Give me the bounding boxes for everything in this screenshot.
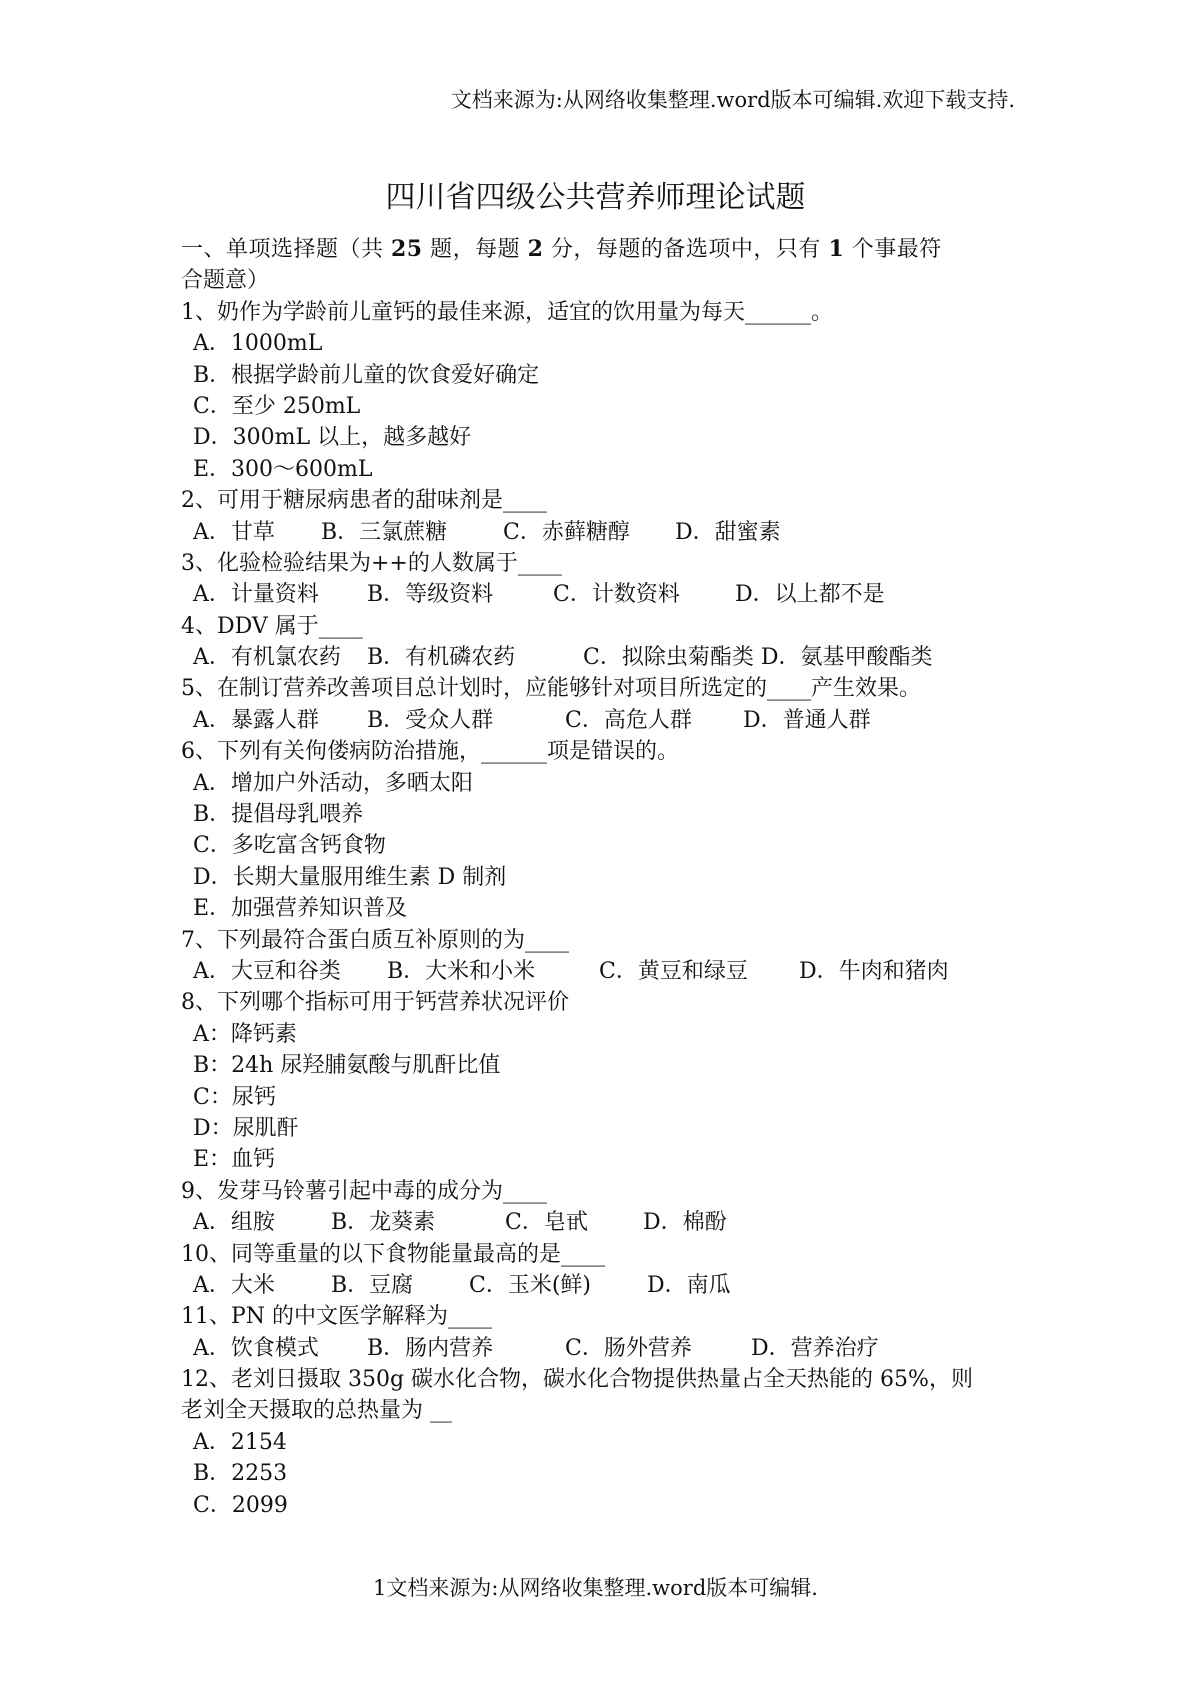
question-3-stem: 3、化验检验结果为++的人数属于____ — [181, 550, 562, 576]
header-source-note: 文档来源为:从网络收集整理.word版本可编辑.欢迎下载支持. — [450, 88, 1015, 112]
question-4-option-a: A．有机氯农药 — [193, 645, 341, 671]
question-4-option-b: B．有机磷农药 — [367, 645, 516, 671]
page-title: 四川省四级公共营养师理论试题 — [385, 180, 806, 215]
question-10-option-c: C．玉米(鲜) — [469, 1272, 591, 1298]
footer-source-note: 1文档来源为:从网络收集整理.word版本可编辑. — [373, 1576, 818, 1600]
question-9-option-a: A．组胺 — [193, 1210, 275, 1236]
question-8-option-a: A：降钙素 — [193, 1021, 297, 1047]
correct-count: 1 — [828, 236, 845, 262]
exam-content — [181, 234, 1023, 1521]
question-6-option-a: A．增加户外活动，多晒太阳 — [193, 770, 473, 796]
question-2-option-d: D．甜蜜素 — [675, 519, 781, 545]
question-1-option-b: B．根据学龄前儿童的饮食爱好确定 — [193, 362, 540, 388]
question-9-option-c: C．皂甙 — [505, 1210, 588, 1236]
question-7-option-a: A．大豆和谷类 — [193, 958, 341, 984]
question-5-option-d: D．普通人群 — [743, 707, 871, 733]
section-heading-pre: 一、单项选择题（共 — [181, 237, 391, 262]
question-1-option-d: D．300mL 以上，越多越好 — [193, 425, 472, 451]
question-11-option-a: A．饮食模式 — [193, 1335, 319, 1361]
question-9-options — [181, 1207, 1023, 1238]
question-8-option-d: D：尿肌酐 — [193, 1115, 299, 1141]
question-3-option-b: B．等级资料 — [367, 582, 494, 608]
question-7-option-b: B．大米和小米 — [387, 958, 536, 984]
question-11-option-d: D．营养治疗 — [751, 1335, 879, 1361]
question-5-stem: 5、在制订营养改善项目总计划时，应能够针对项目所选定的____产生效果。 — [181, 676, 921, 702]
question-5-options — [181, 705, 1023, 736]
question-11-option-c: C．肠外营养 — [565, 1335, 692, 1361]
points-per-question: 2 — [527, 236, 544, 262]
question-11-stem: 11、PN 的中文医学解释为____ — [181, 1304, 493, 1330]
question-4-options — [181, 642, 1023, 673]
question-1-stem: 1、奶作为学龄前儿童钙的最佳来源，适宜的饮用量为每天______。 — [181, 299, 833, 325]
question-12-option-c: C．2099 — [193, 1492, 288, 1518]
question-8-option-b: B：24h 尿羟脯氨酸与肌酐比值 — [193, 1053, 501, 1079]
question-3-option-d: D．以上都不是 — [735, 582, 885, 608]
question-1-option-c: C．至少 250mL — [193, 393, 361, 419]
question-5-option-a: A．暴露人群 — [193, 707, 319, 733]
question-5-option-c: C．高危人群 — [565, 707, 692, 733]
question-10-option-b: B．豆腐 — [331, 1272, 414, 1298]
question-6-option-b: B．提倡母乳喂养 — [193, 802, 364, 828]
question-7-options — [181, 956, 1023, 987]
question-8-option-e: E：血钙 — [193, 1147, 276, 1173]
question-3-options — [181, 579, 1023, 610]
question-10-options — [181, 1270, 1023, 1301]
question-5-option-b: B．受众人群 — [367, 707, 494, 733]
question-9-option-d: D．棉酚 — [643, 1210, 727, 1236]
question-11-option-b: B．肠内营养 — [367, 1335, 494, 1361]
section-heading-mid1: 题，每题 — [422, 237, 528, 262]
question-1-option-a: A．1000mL — [193, 331, 323, 357]
question-2-stem: 2、可用于糖尿病患者的甜味剂是____ — [181, 488, 547, 514]
question-12-stem-line1: 12、老刘日摄取 350g 碳水化合物，碳水化合物提供热量占全天热能的 65%，则 — [181, 1367, 973, 1393]
question-7-stem: 7、下列最符合蛋白质互补原则的为____ — [181, 927, 569, 953]
question-12-option-a: A．2154 — [193, 1429, 287, 1455]
question-3-option-c: C．计数资料 — [553, 582, 680, 608]
question-12-option-b: B．2253 — [193, 1461, 288, 1487]
question-6-option-d: D．长期大量服用维生素 D 制剂 — [193, 864, 507, 890]
question-11-options — [181, 1333, 1023, 1364]
question-2-option-b: B．三氯蔗糖 — [321, 519, 448, 545]
question-10-option-a: A．大米 — [193, 1272, 275, 1298]
question-7-option-c: C．黄豆和绿豆 — [599, 958, 748, 984]
question-2-option-c: C．赤藓糖醇 — [503, 519, 630, 545]
question-9-stem: 9、发芽马铃薯引起中毒的成分为____ — [181, 1178, 547, 1204]
question-10-option-d: D．南瓜 — [647, 1272, 731, 1298]
question-2-options — [181, 517, 1023, 548]
question-6-option-e: E．加强营养知识普及 — [193, 896, 408, 922]
question-2-option-a: A．甘草 — [193, 519, 275, 545]
question-9-option-b: B．龙葵素 — [331, 1210, 436, 1236]
question-8-option-c: C：尿钙 — [193, 1084, 276, 1110]
question-4-option-cd: C．拟除虫菊酯类 D．氨基甲酸酯类 — [583, 645, 933, 671]
question-1-option-e: E．300～600mL — [193, 456, 373, 482]
question-total: 25 — [391, 236, 423, 262]
section-heading-post: 个事最符 — [844, 237, 942, 262]
section-heading-mid2: 分，每题的备选项中，只有 — [543, 237, 829, 262]
question-10-stem: 10、同等重量的以下食物能量最高的是____ — [181, 1241, 605, 1267]
question-7-option-d: D．牛肉和猪肉 — [799, 958, 949, 984]
question-6-option-c: C．多吃富含钙食物 — [193, 833, 386, 859]
question-6-stem: 6、下列有关佝偻病防治措施，______项是错误的。 — [181, 739, 679, 765]
question-8-stem: 8、下列哪个指标可用于钙营养状况评价 — [181, 990, 569, 1016]
section-heading — [181, 234, 1023, 265]
question-12-stem-line2: 老刘全天摄取的总热量为 __ — [181, 1398, 452, 1424]
question-4-stem: 4、DDV 属于____ — [181, 613, 363, 639]
question-3-option-a: A．计量资料 — [193, 582, 319, 608]
section-heading-line2: 合题意） — [181, 268, 270, 294]
